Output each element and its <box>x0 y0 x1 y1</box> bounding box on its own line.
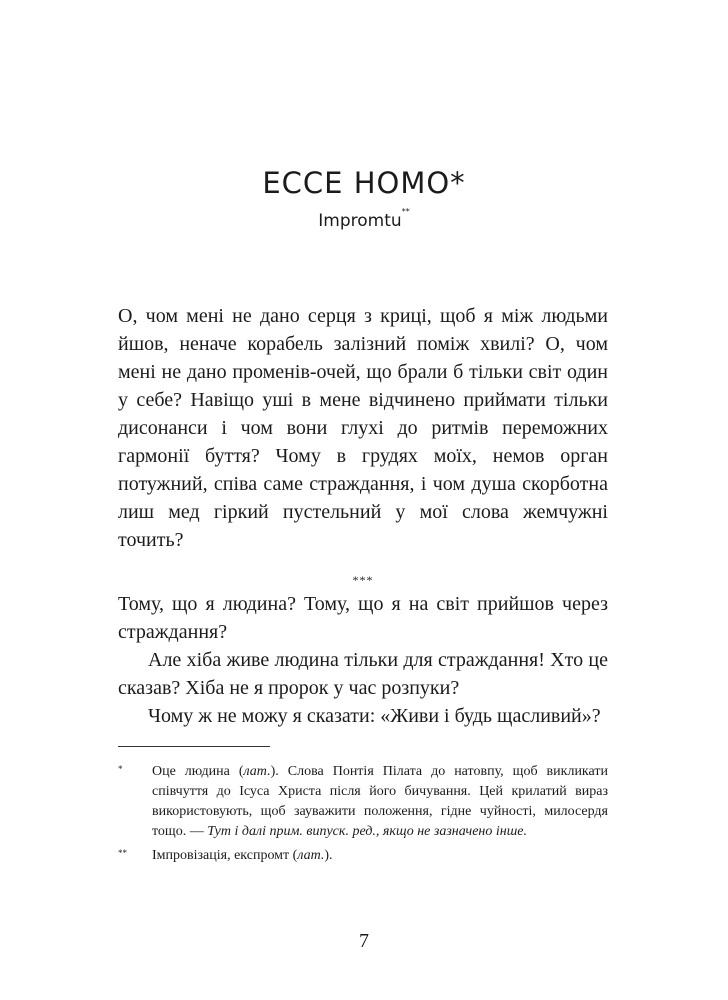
footnote-2-italic: лат. <box>297 848 325 863</box>
footnote-2-text-a: Імпровізація, експромт ( <box>152 848 298 863</box>
footnote-2-text-b: ). <box>324 848 333 863</box>
footnote-1 <box>118 762 608 842</box>
footnote-1-italic-b: Тут і далі прим. випуск. ред., якщо не зазначено інше. <box>207 824 527 839</box>
subtitle-text: Impromtu <box>318 211 402 231</box>
page-number: 7 <box>359 930 369 952</box>
section-separator: *** <box>352 573 374 587</box>
footnotes <box>118 762 608 870</box>
paragraph-4: Чому ж не можу я сказати: «Живи і будь щасливий»? <box>148 705 601 727</box>
footnote-divider <box>118 746 270 747</box>
body-text <box>118 302 608 730</box>
footnote-ref-2: ** <box>401 207 410 216</box>
paragraph-3: Але хіба живе людина тільки для страждання! Хто це сказав? Хіба не я пророк у час розпуки? <box>118 649 608 699</box>
paragraph-1: О, чом мені не дано серця з криці, щоб я між людьми йшов, неначе корабель залізний поміж хвилі? О, чом мені не дано променів-очей, що брали б тільки світ один у себе? Навіщо уші в мене відчинено приймати тільки дисонанси і чом вони глухі до ритмів переможних гармонії буття? Чому в грудях моїх, немов орган потужний, співа саме страждання, і чом душа скорботна лиш мед гіркий пустельний у мої слова жемчужні точить? <box>118 305 608 551</box>
footnote-mark-2: ** <box>118 848 127 858</box>
footnote-1-text-a: Оце людина ( <box>152 764 244 779</box>
footnote-mark-1: * <box>118 764 123 774</box>
footnote-2 <box>118 846 608 866</box>
paragraph-2: Тому, що я людина? Тому, що я на світ прийшов через страждання? <box>118 593 608 643</box>
page-subtitle <box>0 207 728 231</box>
footnote-1-text-b: ). Слова Понтія Пілата до натовпу, щоб викликати співчуття до Ісуса Христа після його бичування. Цей крилатий вираз використовують, щоб зауважити положення, гідне чуйності, милосердя тощо. — <box>152 764 608 839</box>
page-title: ECCE HOMO* <box>262 166 466 200</box>
footnote-1-italic-a: лат. <box>243 764 271 779</box>
